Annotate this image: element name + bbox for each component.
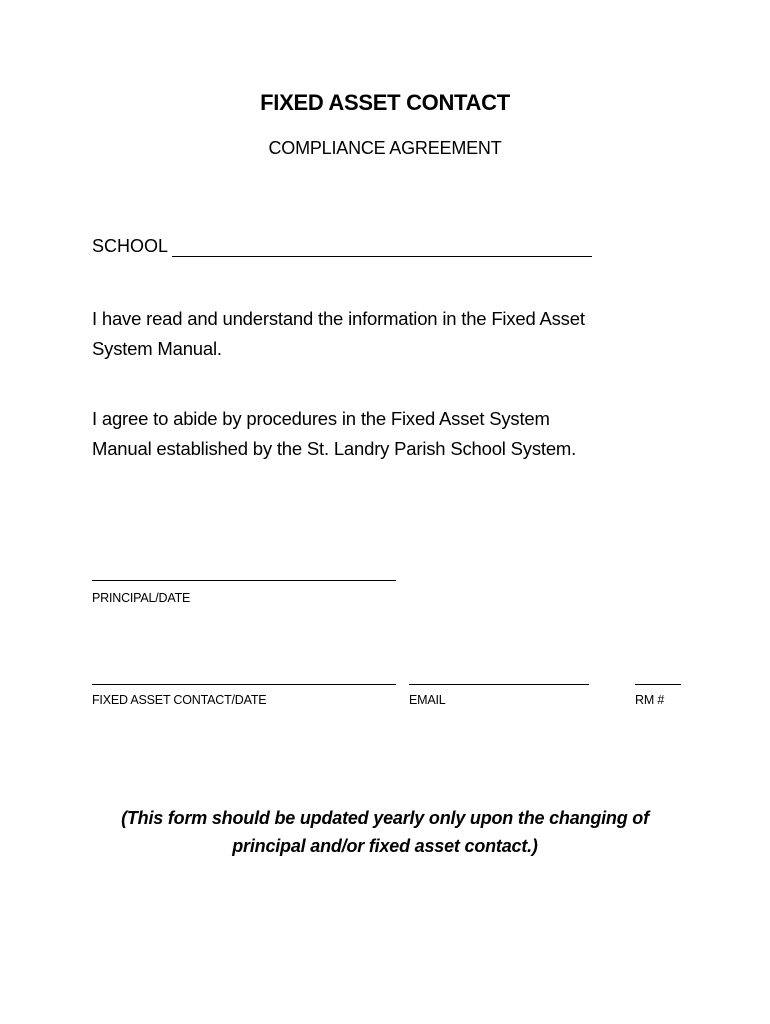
principal-date-label: PRINCIPAL/DATE — [92, 591, 191, 605]
note-line: (This form should be updated yearly only upon the changing of — [121, 808, 649, 828]
document-subtitle: COMPLIANCE AGREEMENT — [268, 138, 502, 158]
room-number-label: RM # — [635, 693, 665, 707]
room-number-blank-line[interactable] — [635, 684, 681, 685]
fixed-asset-contact-signature-line[interactable] — [92, 684, 396, 685]
email-label: EMAIL — [409, 693, 446, 707]
update-note — [0, 804, 770, 860]
paragraph-line: System Manual. — [92, 338, 222, 359]
paragraph-line: I have read and understand the information in the Fixed Asset — [92, 308, 585, 329]
principal-signature-line[interactable] — [92, 580, 396, 581]
fixed-asset-contact-date-label: FIXED ASSET CONTACT/DATE — [92, 693, 267, 707]
paragraph-line: Manual established by the St. Landry Parish School System. — [92, 438, 577, 459]
school-label: SCHOOL — [92, 236, 169, 256]
agreement-paragraph — [92, 404, 692, 464]
document-title: FIXED ASSET CONTACT — [260, 90, 510, 115]
note-line: principal and/or fixed asset contact.) — [232, 836, 538, 856]
paragraph-line: I agree to abide by procedures in the Fixed Asset System — [92, 408, 550, 429]
acknowledgement-paragraph — [92, 304, 692, 364]
school-blank-line[interactable] — [172, 239, 592, 257]
email-blank-line[interactable] — [409, 684, 589, 685]
school-field — [92, 236, 592, 257]
